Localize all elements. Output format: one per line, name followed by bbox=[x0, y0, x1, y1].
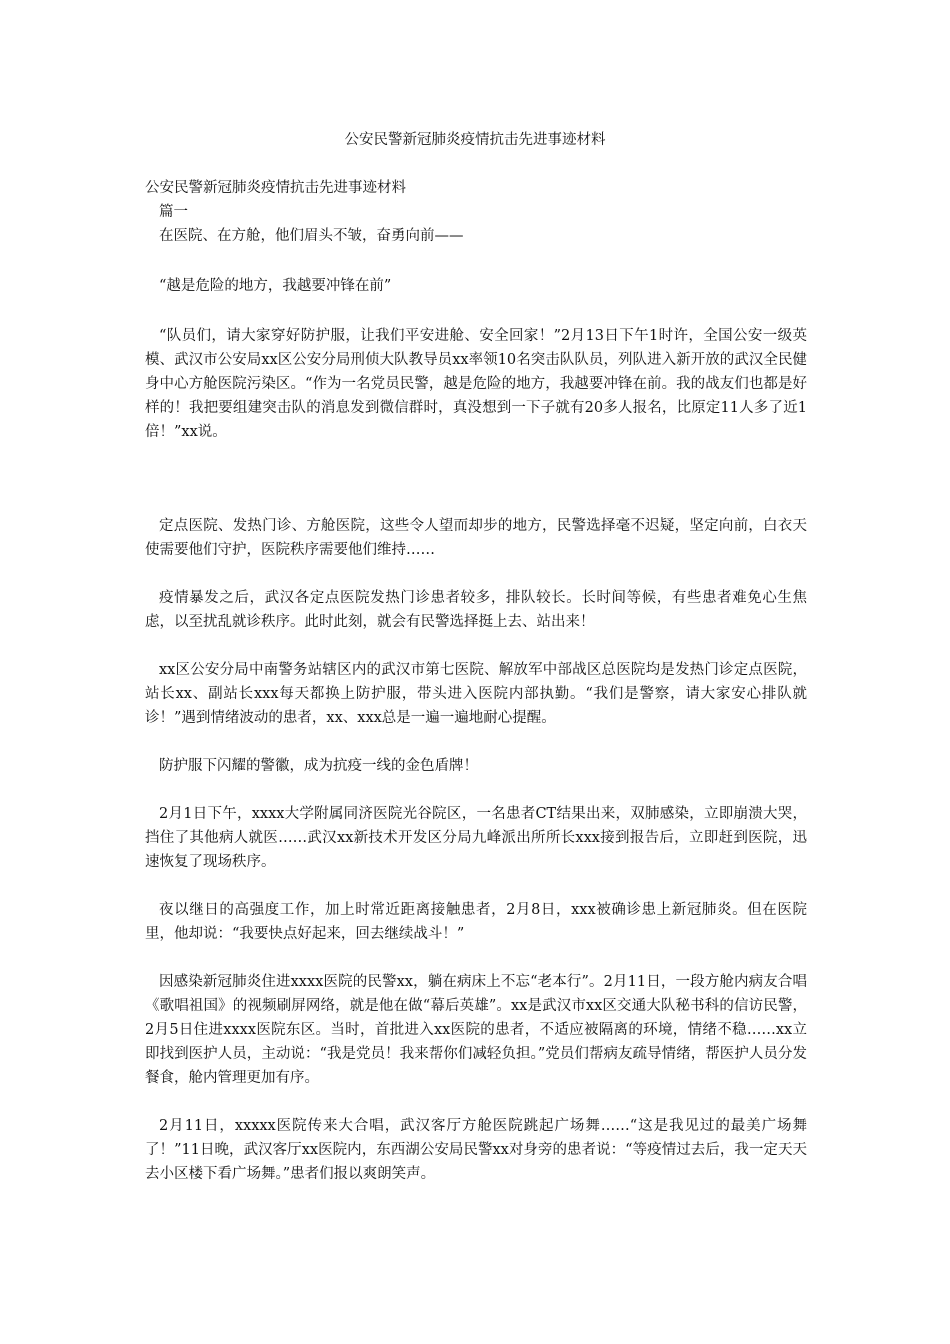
paragraph-3: 疫情暴发之后，武汉各定点医院发热门诊患者较多，排队较长。长时间等候，有些患者难免心生焦虑，以至扰乱就诊秩序。此时此刻，就会有民警选择挺上去、站出来！ bbox=[145, 590, 807, 630]
document-subtitle: 公安民警新冠肺炎疫情抗击先进事迹材料 bbox=[145, 180, 406, 196]
spacer bbox=[145, 1090, 807, 1114]
paragraph-6: 2月1日下午，xxxx大学附属同济医院光谷院区，一名患者CT结果出来，双肺感染，立即崩溃大哭，挡住了其他病人就医……武汉xx新技术开发区分局九峰派出所所长xxx接到报告后，立即赶到医院，迅速恢复了现场秩序。 bbox=[145, 806, 807, 870]
spacer bbox=[145, 298, 807, 324]
spacer bbox=[145, 946, 807, 970]
paragraph-8: 因感染新冠肺炎住进xxxx医院的民警xx，躺在病床上不忘“老本行”。2月11日，一段方舱内病友合唱《歌唱祖国》的视频刷屏网络，就是他在做“幕后英雄”。xx是武汉市xx区交通大队秘书科的信访民警，2月5日住进xxxx医院东区。当时，首批进入xx医院的患者，不适应被隔离的环境，情绪不稳……xx立即找到医护人员，主动说：“我是党员！我来帮你们减轻负担。”党员们帮病友疏导情绪，帮医护人员分发餐食，舱内管理更加有序。 bbox=[145, 974, 807, 1086]
spacer bbox=[145, 562, 807, 586]
spacer bbox=[145, 874, 807, 898]
paragraph-4: xx区公安分局中南警务站辖区内的武汉市第七医院、解放军中部战区总医院均是发热门诊定点医院，站长xx、副站长xxx每天都换上防护服，带头进入医院内部执勤。“我们是警察，请大家安心排队就诊！”遇到情绪波动的患者，xx、xxx总是一遍一遍地耐心提醒。 bbox=[145, 662, 807, 726]
paragraph-2: 定点医院、发热门诊、方舱医院，这些令人望而却步的地方，民警选择毫不迟疑，坚定向前，白衣天使需要他们守护，医院秩序需要他们维持…… bbox=[145, 518, 807, 558]
section-label: 篇一 bbox=[159, 204, 188, 220]
spacer bbox=[145, 778, 807, 802]
spacer bbox=[145, 444, 807, 514]
paragraph-7: 夜以继日的高强度工作，加上时常近距离接触患者，2月8日，xxx被确诊患上新冠肺炎。但在医院里，他却说：“我要快点好起来，回去继续战斗！” bbox=[145, 902, 807, 942]
quote-heading: “越是危险的地方，我越要冲锋在前” bbox=[159, 278, 392, 294]
document-title: 公安民警新冠肺炎疫情抗击先进事迹材料 bbox=[344, 132, 606, 148]
intro-line: 在医院、在方舱，他们眉头不皱，奋勇向前—— bbox=[159, 228, 464, 244]
paragraph-5: 防护服下闪耀的警徽，成为抗疫一线的金色盾牌！ bbox=[159, 758, 478, 774]
spacer bbox=[145, 248, 807, 274]
document-body bbox=[145, 176, 807, 1186]
spacer bbox=[145, 730, 807, 754]
paragraph-1: “队员们，请大家穿好防护服，让我们平安进舱、安全回家！”2月13日下午1时许，全国公安一级英模、武汉市公安局xx区公安分局刑侦大队教导员xx率领10名突击队队员，列队进入新开放的武汉全民健身中心方舱医院污染区。“作为一名党员民警，越是危险的地方，我越要冲锋在前。我的战友们也都是好样的！我把要组建突击队的消息发到微信群时，真没想到一下子就有20多人报名，比原定11人多了近1倍！”xx说。 bbox=[145, 328, 807, 440]
spacer bbox=[145, 634, 807, 658]
paragraph-9: 2月11日，xxxxx医院传来大合唱，武汉客厅方舱医院跳起广场舞……“这是我见过的最美广场舞了！”11日晚，武汉客厅xx医院内，东西湖公安局民警xx对身旁的患者说：“等疫情过去后，我一定天天去小区楼下看广场舞。”患者们报以爽朗笑声。 bbox=[145, 1118, 807, 1182]
